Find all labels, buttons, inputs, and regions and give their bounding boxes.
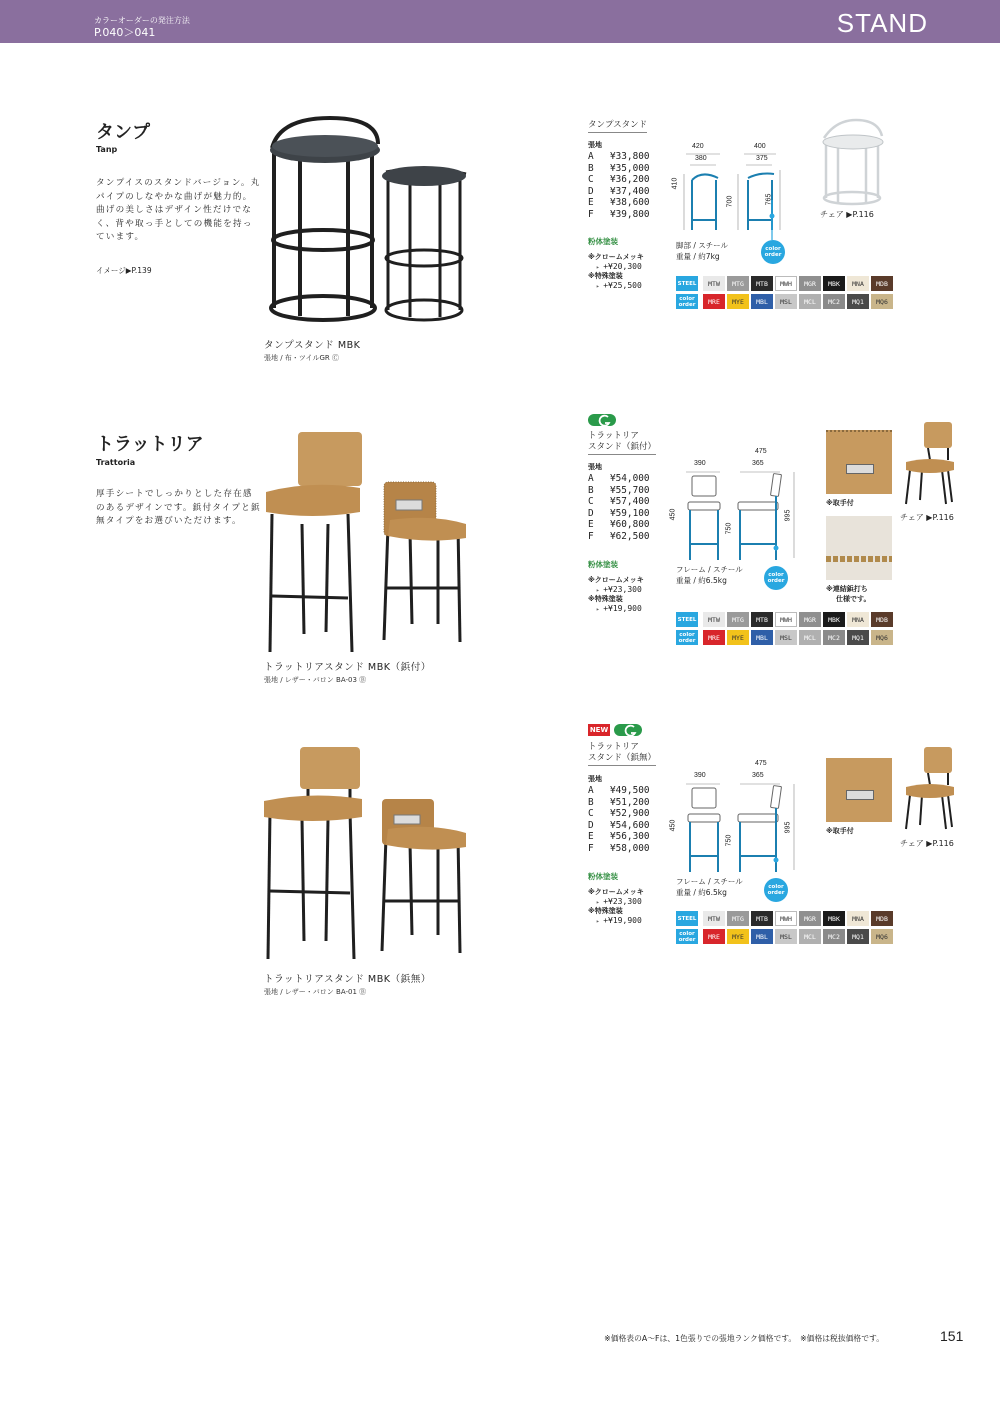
rivet-note-1: ※連結鋲打ち	[826, 585, 868, 593]
powder-coat-label: 粉体塗装	[588, 560, 618, 569]
swatch-mcl: MCL	[799, 630, 821, 645]
price-list-tanp	[588, 151, 650, 220]
footer-note: ※価格表のA〜Fは、1色張りでの張地ランク価格です。 ※価格は税抜価格です。	[604, 1334, 884, 1343]
product-subtitle-tanp: Tanp	[96, 145, 118, 154]
chair-reference-link[interactable]: チェア ▶P.116	[900, 839, 954, 848]
swatch-mgr: MGR	[799, 911, 821, 926]
handle-icon	[846, 464, 874, 474]
special-option-price: ▸ +¥25,500	[596, 281, 642, 291]
swatch-mtg: MTG	[727, 612, 749, 627]
dim-depth-outer: 475	[755, 760, 767, 767]
swatch-mbl: MBL	[751, 630, 773, 645]
trattoria-studded-stool-photo	[262, 428, 474, 658]
swatch-grid-trattoria-plain	[676, 911, 896, 945]
swatch-mna: MNA	[847, 911, 869, 926]
price-row: D ¥59,100	[588, 507, 650, 519]
swatch-mna: MNA	[847, 276, 869, 291]
product-description-trattoria: 厚手シートでしっかりとした存在感のあるデザインです。鋲付タイプと鋲無タイプをお選びいただけます。	[96, 489, 261, 526]
green-certification-icon	[588, 414, 616, 426]
price-row: F ¥58,000	[588, 842, 650, 854]
dim-seat-height: 450	[669, 819, 677, 832]
chrome-option-label: ※クロームメッキ	[588, 576, 644, 584]
weight-trattoria-studded: 重量 / 約6.5kg	[676, 576, 727, 585]
swatch-mtw: MTW	[703, 276, 725, 291]
swatch-msl: MSL	[775, 294, 797, 309]
swatch-mre: MRE	[703, 929, 725, 944]
swatch-mq1: MQ1	[847, 630, 869, 645]
tanp-dimension-drawing	[680, 150, 790, 240]
product-subtitle-trattoria: Trattoria	[96, 458, 136, 467]
dim-width-outer: 420	[692, 143, 704, 150]
color-order-badge: color order	[764, 566, 788, 590]
swatch-mq6: MQ6	[871, 294, 893, 309]
swatch-mwh: MWH	[775, 612, 797, 627]
product-description-tanp: タンプイスのスタンドバージョン。丸パイプのしなやかな曲げが魅力的。曲げの美しさはデザイン性だけでなく、背や取っ手としての機能を持っています。	[96, 178, 261, 242]
swatch-mtg: MTG	[727, 911, 749, 926]
powder-coat-label: 粉体塗装	[588, 872, 618, 881]
material-trattoria-studded: フレーム / スチール	[676, 565, 743, 574]
price-row: D ¥37,400	[588, 185, 650, 197]
spec-name-trattoria-1: トラットリア	[588, 431, 639, 441]
swatch-mq6: MQ6	[871, 630, 893, 645]
product-caption-tanp: タンプスタンド MBK	[264, 340, 361, 351]
color-order-link[interactable]: カラーオーダーの発注方法	[94, 16, 190, 25]
swatch-mtb: MTB	[751, 276, 773, 291]
dim-height-2: 750	[725, 522, 733, 535]
rivet-detail-photo	[826, 516, 892, 580]
price-row: F ¥39,800	[588, 208, 650, 220]
dim-depth-inner: 365	[752, 772, 764, 779]
swatch-mbl: MBL	[751, 929, 773, 944]
steel-label: STEEL	[676, 276, 698, 291]
swatch-mbk: MBK	[823, 612, 845, 627]
swatch-mgr: MGR	[799, 612, 821, 627]
swatch-mq1: MQ1	[847, 929, 869, 944]
price-row: A ¥54,000	[588, 473, 650, 484]
color-order-page-link[interactable]: P.040＞041	[94, 26, 156, 39]
handle-detail-photo	[826, 758, 892, 822]
green-certification-icon	[614, 724, 642, 736]
spec-name-trattoria-plain-1: トラットリア	[588, 742, 639, 752]
chrome-option-price: ▸ +¥20,300	[596, 262, 642, 272]
trattoria-plain-stool-photo	[262, 745, 474, 970]
swatch-mc2: MC2	[823, 929, 845, 944]
price-list-trattoria-plain	[588, 785, 650, 854]
swatch-mcl: MCL	[799, 294, 821, 309]
tanp-stool-photo	[260, 112, 475, 334]
chair-reference-link[interactable]: チェア ▶P.116	[820, 210, 874, 219]
swatch-mc2: MC2	[823, 294, 845, 309]
swatch-mtw: MTW	[703, 612, 725, 627]
spec-name-trattoria-2: スタンド（鋲付）	[588, 442, 656, 455]
swatch-mq6: MQ6	[871, 929, 893, 944]
swatch-mwh: MWH	[775, 276, 797, 291]
dim-depth-outer: 475	[755, 448, 767, 455]
chair-reference-link[interactable]: チェア ▶P.116	[900, 513, 954, 522]
price-label: 張地	[588, 463, 602, 471]
trattoria-plain-dimension-drawing	[680, 780, 800, 876]
dim-width-inner: 380	[695, 155, 707, 162]
price-row: D ¥54,600	[588, 819, 650, 831]
price-row: B ¥51,200	[588, 796, 650, 808]
dim-height-2: 700	[726, 195, 734, 208]
swatch-grid-tanp	[676, 276, 896, 310]
powder-coat-label: 粉体塗装	[588, 237, 618, 246]
dim-total-height: 995	[784, 509, 792, 522]
price-row: A ¥33,800	[588, 151, 650, 162]
swatch-mye: MYE	[727, 929, 749, 944]
price-row: E ¥38,600	[588, 197, 650, 208]
dim-width: 390	[694, 772, 706, 779]
swatch-mye: MYE	[727, 294, 749, 309]
product-caption-trattoria-studded: トラットリアスタンド MBK（鋲付）	[264, 662, 431, 673]
chrome-option-price: ▸ +¥23,300	[596, 585, 642, 595]
swatch-msl: MSL	[775, 929, 797, 944]
dim-total-height: 995	[784, 821, 792, 834]
swatch-mtg: MTG	[727, 276, 749, 291]
spec-name-tanp: タンプスタンド	[588, 120, 647, 133]
product-caption-sub-trattoria-studded: 張地 / レザー・バロン BA-03 Ⓑ	[264, 676, 367, 684]
price-row: F ¥62,500	[588, 530, 650, 542]
dim-seat-height: 410	[671, 177, 679, 190]
special-option-label: ※特殊塗装	[588, 907, 623, 915]
chrome-option-label: ※クロームメッキ	[588, 888, 644, 896]
price-label: 張地	[588, 775, 602, 783]
price-label: 張地	[588, 141, 602, 149]
price-row: E ¥60,800	[588, 519, 650, 530]
product-title-trattoria: トラットリア	[96, 434, 204, 455]
product-caption-sub-trattoria-plain: 張地 / レザー・バロン BA-01 Ⓑ	[264, 988, 367, 996]
chrome-option-label: ※クロームメッキ	[588, 253, 644, 261]
swatch-mtw: MTW	[703, 911, 725, 926]
dim-depth-inner: 375	[756, 155, 768, 162]
swatch-mgr: MGR	[799, 276, 821, 291]
dim-seat-height: 450	[669, 508, 677, 521]
dim-depth-outer: 400	[754, 143, 766, 150]
swatch-mre: MRE	[703, 630, 725, 645]
trattoria-chair-photo	[902, 420, 960, 508]
steel-label: STEEL	[676, 612, 698, 627]
product-title-tanp: タンプ	[96, 122, 150, 143]
swatch-mre: MRE	[703, 294, 725, 309]
color-order-label: color order	[676, 630, 698, 645]
swatch-mye: MYE	[727, 630, 749, 645]
dim-width: 390	[694, 460, 706, 467]
swatch-mwh: MWH	[775, 911, 797, 926]
material-tanp: 脚部 / スチール	[676, 241, 728, 250]
price-row: C ¥57,400	[588, 496, 650, 507]
swatch-mdb: MDB	[871, 911, 893, 926]
swatch-mdb: MDB	[871, 612, 893, 627]
price-row: A ¥49,500	[588, 785, 650, 796]
handle-detail-photo	[826, 430, 892, 494]
rivet-note-2: 仕様です。	[836, 595, 871, 603]
steel-label: STEEL	[676, 911, 698, 926]
trattoria-studded-dimension-drawing	[680, 468, 800, 564]
handle-note: ※取手付	[826, 827, 854, 835]
handle-icon	[846, 790, 874, 800]
dim-height-2: 750	[725, 834, 733, 847]
swatch-mq1: MQ1	[847, 294, 869, 309]
swatch-msl: MSL	[775, 630, 797, 645]
swatch-mtb: MTB	[751, 612, 773, 627]
price-row: C ¥52,900	[588, 808, 650, 819]
chrome-option-price: ▸ +¥23,300	[596, 897, 642, 907]
weight-tanp: 重量 / 約7kg	[676, 252, 720, 261]
header-bar	[0, 0, 1000, 43]
spec-name-trattoria-plain-2: スタンド（鋲無）	[588, 753, 656, 766]
dim-depth-inner: 365	[752, 460, 764, 467]
product-caption-trattoria-plain: トラットリアスタンド MBK（鋲無）	[264, 974, 431, 985]
swatch-mdb: MDB	[871, 276, 893, 291]
swatch-mtb: MTB	[751, 911, 773, 926]
new-badge: NEW	[589, 726, 609, 734]
swatch-mna: MNA	[847, 612, 869, 627]
material-trattoria-plain: フレーム / スチール	[676, 877, 743, 886]
handle-note: ※取手付	[826, 499, 854, 507]
special-option-label: ※特殊塗装	[588, 595, 623, 603]
tanp-chair-photo	[816, 118, 888, 208]
color-order-label: color order	[676, 294, 698, 309]
color-order-label: color order	[676, 929, 698, 944]
image-reference-link[interactable]: イメージ▶P.139	[96, 266, 152, 275]
price-list-trattoria-studded	[588, 473, 650, 542]
swatch-mbk: MBK	[823, 911, 845, 926]
dim-total-height: 765	[765, 193, 773, 206]
trattoria-chair-photo	[902, 745, 960, 833]
price-row: E ¥56,300	[588, 831, 650, 842]
price-row: B ¥35,000	[588, 162, 650, 174]
swatch-mbl: MBL	[751, 294, 773, 309]
swatch-mbk: MBK	[823, 276, 845, 291]
price-row: B ¥55,700	[588, 484, 650, 496]
weight-trattoria-plain: 重量 / 約6.5kg	[676, 888, 727, 897]
color-order-badge: color order	[764, 878, 788, 902]
swatch-grid-trattoria-studded	[676, 612, 896, 646]
swatch-mcl: MCL	[799, 929, 821, 944]
price-row: C ¥36,200	[588, 174, 650, 185]
swatch-mc2: MC2	[823, 630, 845, 645]
section-title: STAND	[836, 8, 928, 38]
color-order-badge: color order	[761, 240, 785, 264]
product-caption-sub-tanp: 張地 / 布・ツイルGR Ⓒ	[264, 354, 339, 362]
special-option-label: ※特殊塗装	[588, 272, 623, 280]
page-number: 151	[940, 1328, 964, 1344]
special-option-price: ▸ +¥19,900	[596, 916, 642, 926]
special-option-price: ▸ +¥19,900	[596, 604, 642, 614]
